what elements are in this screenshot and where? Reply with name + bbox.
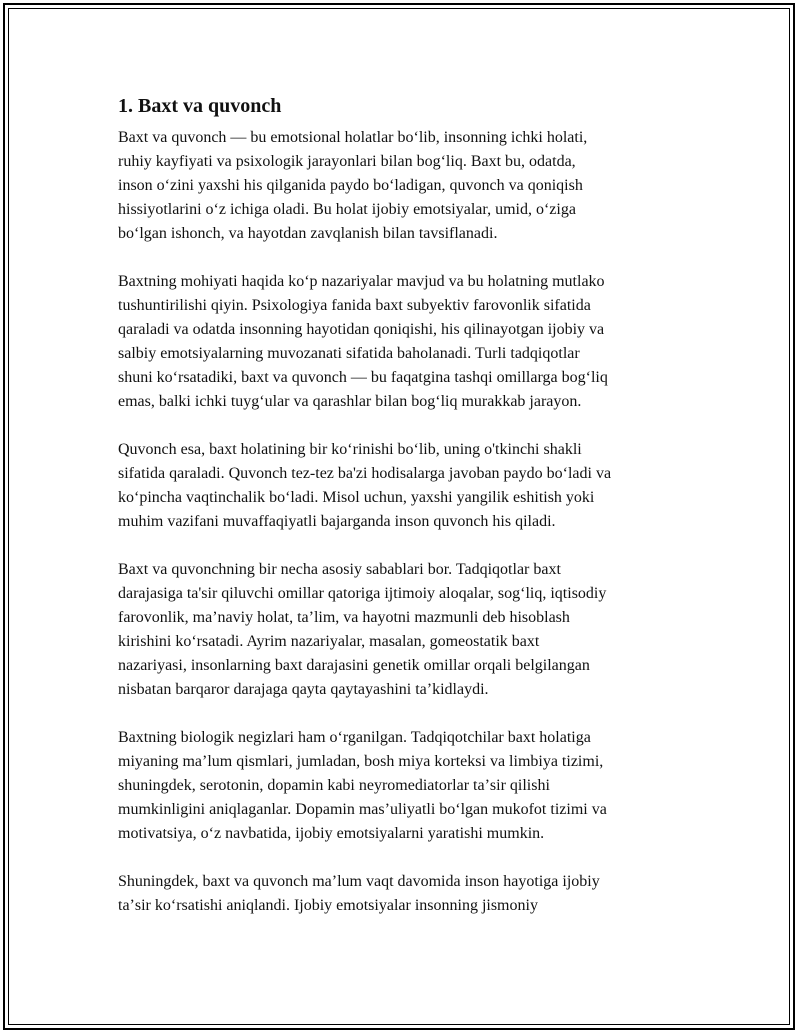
text-line: Shuningdek, baxt va quvonch maʼlum vaqt davomida inson hayotiga ijobiy	[118, 873, 600, 890]
paragraph-2	[118, 270, 698, 414]
text-line: farovonlik, maʼnaviy holat, taʼlim, va hayotni mazmunli deb hisoblash	[118, 609, 570, 626]
text-line: shuningdek, serotonin, dopamin kabi neyromediatorlar taʼsir qilishi	[118, 777, 550, 794]
text-line: tushuntirilishi qiyin. Psixologiya fanida baxt subyektiv farovonlik sifatida	[118, 297, 591, 314]
text-line: darajasiga ta'sir qiluvchi omillar qatoriga ijtimoiy aloqalar, sogʻliq, iqtisodiy	[118, 585, 607, 602]
text-line: emas, balki ichki tuygʻular va qarashlar bilan bogʻliq murakkab jarayon.	[118, 393, 582, 410]
text-line: taʼsir koʻrsatishi aniqlandi. Ijobiy emotsiyalar insonning jismoniy	[118, 897, 538, 914]
paragraph-1	[118, 126, 698, 246]
text-line: Baxt va quvonchning bir necha asosiy sabablari bor. Tadqiqotlar baxt	[118, 561, 561, 578]
text-line: Baxtning mohiyati haqida koʻp nazariyalar mavjud va bu holatning mutlako	[118, 273, 605, 290]
text-line: ruhiy kayfiyati va psixologik jarayonlari bilan bogʻliq. Baxt bu, odatda,	[118, 153, 576, 170]
section-heading: 1. Baxt va quvonch	[118, 95, 282, 117]
text-line: nazariyasi, insonlarning baxt darajasini genetik omillar orqali belgilangan	[118, 657, 590, 674]
text-line: Baxt va quvonch — bu emotsional holatlar boʻlib, insonning ichki holati,	[118, 129, 588, 146]
text-line: shuni koʻrsatadiki, baxt va quvonch — bu faqatgina tashqi omillarga bogʻliq	[118, 369, 608, 386]
text-line: motivatsiya, oʻz navbatida, ijobiy emotsiyalarni yaratishi mumkin.	[118, 825, 545, 842]
text-line: inson oʻzini yaxshi his qilganida paydo boʻladigan, quvonch va qoniqish	[118, 177, 583, 194]
text-line: Baxtning biologik negizlari ham oʻrganilgan. Tadqiqotchilar baxt holatiga	[118, 729, 591, 746]
text-line: qaraladi va odatda insonning hayotidan qoniqishi, his qilinayotgan ijobiy va	[118, 321, 605, 338]
text-line: boʻlgan ishonch, va hayotdan zavqlanish bilan tavsiflanadi.	[118, 225, 498, 242]
text-line: sifatida qaraladi. Quvonch tez-tez ba'zi hodisalarga javoban paydo boʻladi va	[118, 465, 612, 482]
paragraph-6	[118, 870, 698, 918]
text-line: muhim vazifani muvaffaqiyatli bajarganda inson quvonch his qiladi.	[118, 513, 556, 530]
paragraph-3	[118, 438, 698, 534]
text-line: salbiy emotsiyalarning muvozanati sifatida baholanadi. Turli tadqiqotlar	[118, 345, 580, 362]
paragraph-4	[118, 558, 698, 702]
text-line: hissiyotlarini oʻz ichiga oladi. Bu holat ijobiy emotsiyalar, umid, oʻziga	[118, 201, 576, 218]
text-line: kirishini koʻrsatadi. Ayrim nazariyalar, masalan, gomeostatik baxt	[118, 633, 540, 650]
text-line: koʻpincha vaqtinchalik boʻladi. Misol uchun, yaxshi yangilik eshitish yoki	[118, 489, 595, 506]
text-line: mumkinligini aniqlaganlar. Dopamin masʼuliyatli boʻlgan mukofot tizimi va	[118, 801, 607, 818]
text-line: Quvonch esa, baxt holatining bir koʻrinishi boʻlib, uning o'tkinchi shakli	[118, 441, 582, 458]
document-body	[118, 92, 698, 942]
paragraph-5	[118, 726, 698, 846]
text-line: miyaning maʼlum qismlari, jumladan, bosh miya korteksi va limbiya tizimi,	[118, 753, 604, 770]
text-line: nisbatan barqaror darajaga qayta qaytayashini taʼkidlaydi.	[118, 681, 489, 698]
